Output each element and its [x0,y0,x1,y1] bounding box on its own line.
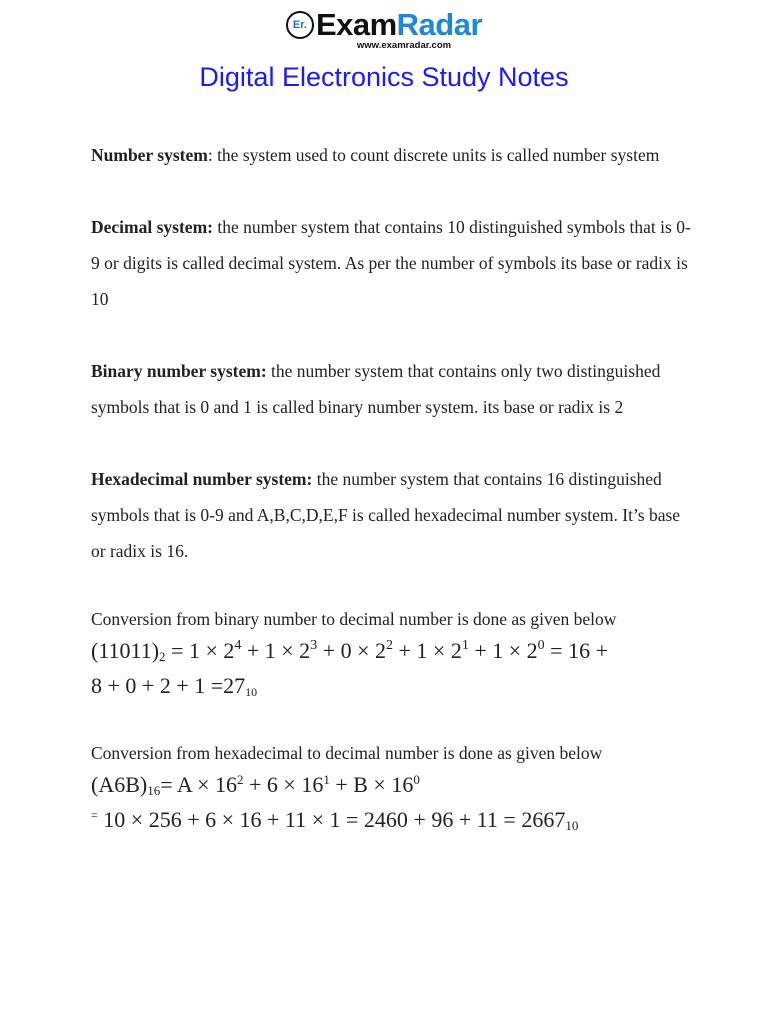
paragraph-number-system [91,137,691,173]
logo[interactable] [286,8,482,42]
definition-text: the number system that contains 10 distinguished symbols that is 0-9 or digits is called decimal system. As per the number of symbols its base or radix is 10 [91,217,691,309]
header [0,8,768,51]
binary-equation-line1: $(11011)_2 = 1 \times 2^4 + 1 \times 2^3 + 0 \times 2^2 + 1 \times 2^1 + 1 \times 2^0 = 16$ + [91,638,608,664]
logo-url: www.examradar.com [356,40,452,51]
logo-badge-icon: Er. [286,11,314,39]
hex-conversion-label: Conversion from hexadecimal to decimal number is done as given below [91,743,603,763]
logo-text [316,8,482,42]
hex-equation-line1: $(A6B)_{16}= A \times 16^2 + 6 \times 16^1 + B \times 16^0$ [91,772,420,798]
term-label: Binary number system: [91,361,267,381]
definition-text: the number system that contains only two distinguished symbols that is 0 and 1 is called binary number system. its base or radix is 2 [91,361,661,417]
hex-equation-line2: = $10 \times 256 + 6 \times 16 + 11 \times 1 = 2460 + 96 + 11 = 2667_{10}$ [91,807,579,833]
definition-text: the number system that contains 16 distinguished symbols that is 0-9 and A,B,C,D,E,F is called hexadecimal number system. It’s base or radix is 16. [91,469,681,561]
logo-name-part2: Radar [396,7,483,42]
paragraph-hex-system [91,461,691,569]
paragraph-binary-system [91,353,691,425]
page-title: Digital Electronics Study Notes [199,62,569,92]
document-body [91,137,691,873]
term-label: Hexadecimal number system: [91,469,313,489]
logo-name-part1: Exam [315,7,397,42]
binary-conversion [91,605,691,703]
binary-conversion-label: Conversion from binary number to decimal number is done as given below [91,609,617,629]
binary-equation-line2: 8 + 0 + 2 + 1 =2710 [91,673,258,699]
term-label: Decimal system: [91,217,213,237]
term-label: Number system [91,145,208,165]
definition-text: : the system used to count discrete units is called number system [207,145,660,165]
hex-conversion [91,739,691,837]
paragraph-decimal-system [91,209,691,317]
